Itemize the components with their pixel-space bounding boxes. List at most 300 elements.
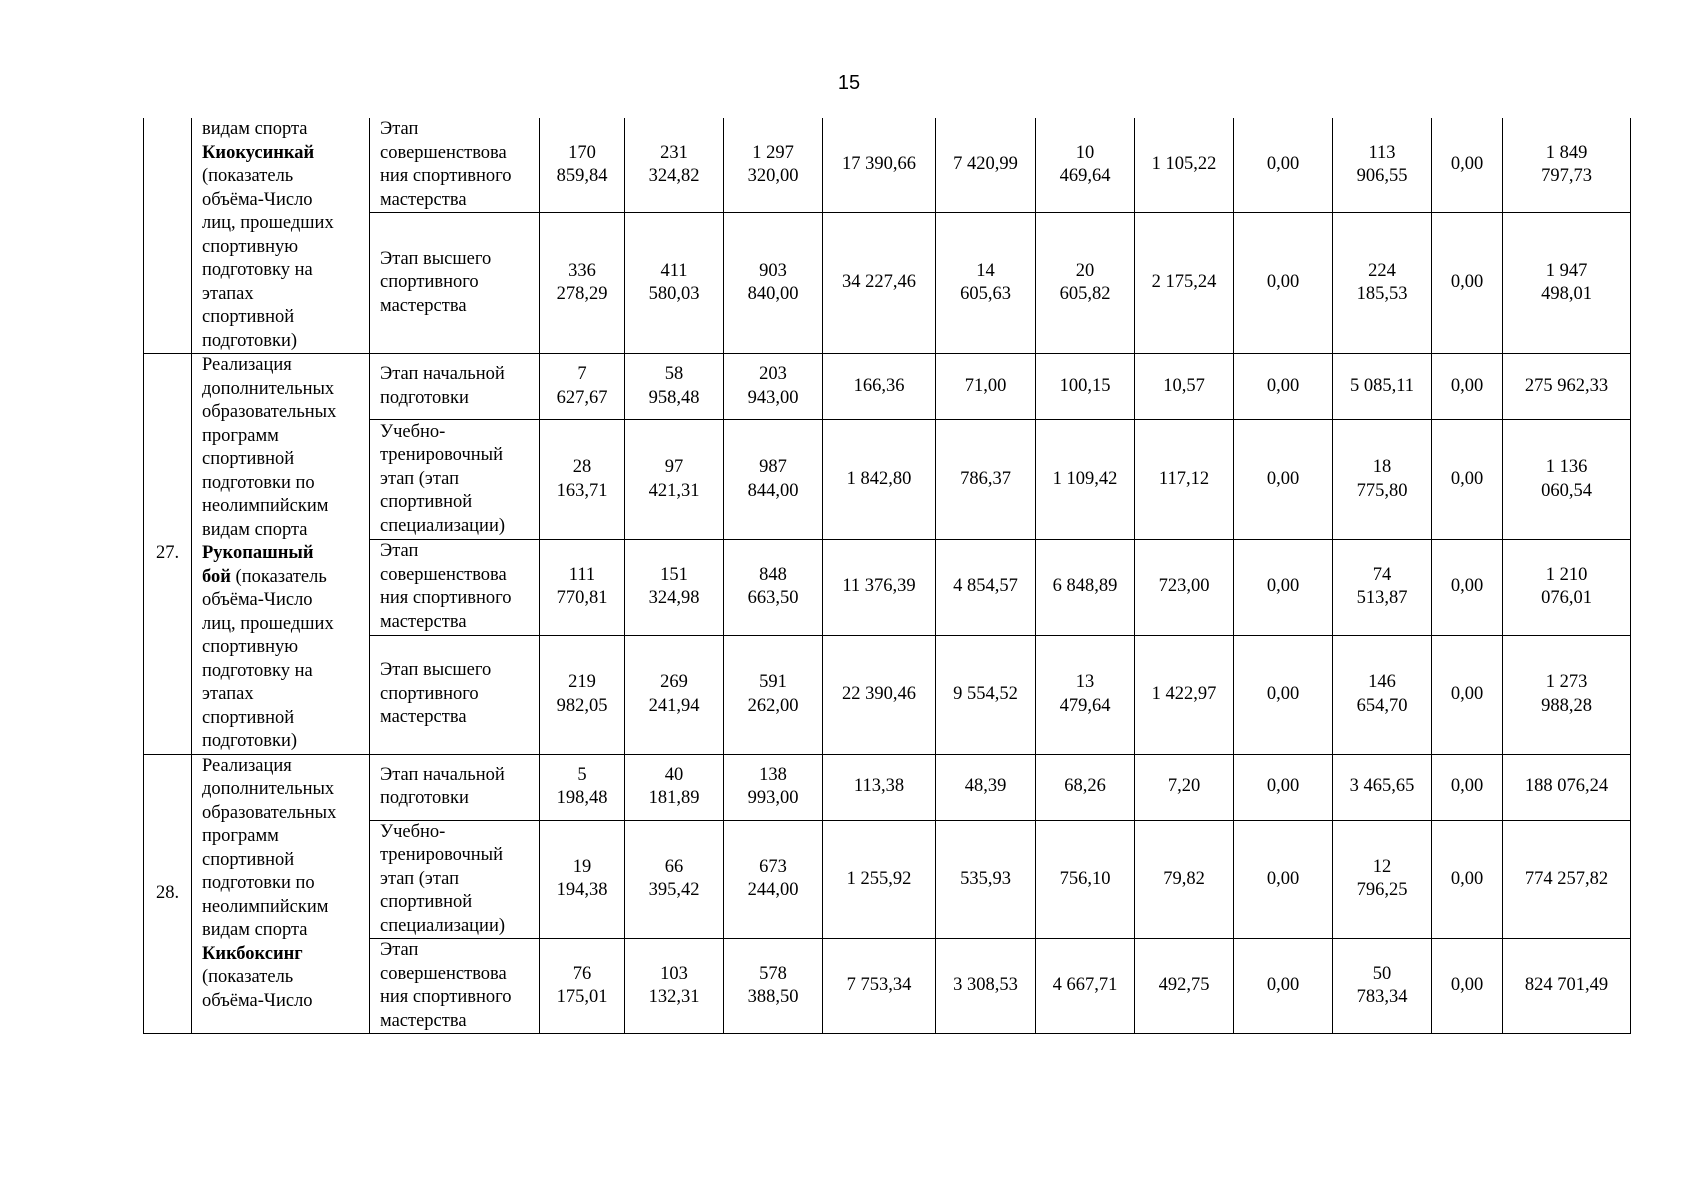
description-line: объёма-Число (202, 189, 313, 210)
value-cell (540, 939, 625, 1034)
value-cell (1432, 820, 1503, 939)
value-line: 100,15 (1059, 375, 1111, 396)
description-line: подготовку на (202, 260, 313, 280)
value-line: 1 842,80 (846, 468, 912, 489)
value-cell (823, 939, 936, 1034)
value-cell (1432, 420, 1503, 539)
description-line: бой (показатель (202, 566, 327, 587)
value-cell (724, 118, 823, 213)
value-line: 117,12 (1158, 468, 1210, 489)
value-line: 1 849 (1545, 142, 1588, 163)
value-line: 1 136 (1545, 457, 1588, 478)
stage-cell (370, 820, 540, 939)
description-line: подготовки по (202, 472, 315, 493)
stage-cell (370, 939, 540, 1034)
value-line: 840,00 (747, 284, 799, 305)
value-cell (936, 118, 1036, 213)
value-line: 770,81 (556, 588, 608, 609)
value-cell (1234, 635, 1333, 754)
value-line: 0,00 (1450, 868, 1484, 889)
stage-line: подготовки (380, 387, 469, 408)
value-cell (724, 635, 823, 754)
value-line: 958,48 (648, 387, 700, 408)
stage-line: мастерства (380, 1010, 467, 1031)
stage-cell (370, 354, 540, 420)
value-cell (936, 213, 1036, 354)
value-line: 336 (568, 260, 596, 281)
value-cell (540, 820, 625, 939)
description-line: неолимпийским (202, 896, 329, 917)
value-line: 181,89 (648, 788, 700, 808)
value-line: 0,00 (1266, 154, 1300, 175)
value-line: 906,55 (1356, 166, 1408, 187)
description-line: спортивную (202, 236, 299, 257)
value-cell (724, 939, 823, 1034)
value-cell (1135, 820, 1234, 939)
value-cell (724, 420, 823, 539)
stage-line: спортивной (380, 892, 473, 912)
value-cell (1333, 635, 1432, 754)
value-cell (823, 754, 936, 820)
value-cell (625, 213, 724, 354)
program-description-cell (192, 754, 370, 1034)
row-index-cell: 27. (144, 354, 192, 755)
description-line: (показатель (202, 166, 294, 186)
stage-line: тренировочный (380, 845, 503, 865)
value-cell (625, 354, 724, 420)
value-line: 0,00 (1266, 272, 1300, 293)
value-line: 0,00 (1450, 776, 1484, 797)
stage-cell (370, 539, 540, 635)
value-cell (724, 820, 823, 939)
stage-line: специализации) (380, 915, 506, 936)
value-line: 1 105,22 (1151, 154, 1217, 175)
program-description-cell (192, 354, 370, 755)
value-cell (1036, 420, 1135, 539)
description-line: видам спорта (202, 920, 308, 940)
description-line: объёма-Число (202, 990, 313, 1011)
description-line: подготовки) (202, 330, 298, 351)
value-cell (823, 820, 936, 939)
value-cell (823, 635, 936, 754)
value-line: 1 210 (1545, 564, 1588, 585)
value-line: 5 085,11 (1349, 375, 1415, 396)
value-line: 535,93 (960, 868, 1011, 889)
value-cell (540, 420, 625, 539)
value-cell (1135, 420, 1234, 539)
value-line: 11 376,39 (842, 576, 916, 597)
value-cell (1432, 354, 1503, 420)
value-cell (936, 420, 1036, 539)
value-line: 18 (1372, 457, 1392, 478)
stage-cell (370, 420, 540, 539)
value-cell (1036, 213, 1135, 354)
value-cell (724, 213, 823, 354)
value-cell (1234, 354, 1333, 420)
value-line: 278,29 (556, 284, 608, 305)
value-line: 5 (577, 764, 587, 785)
value-line: 605,63 (960, 284, 1011, 305)
value-line: 395,42 (648, 880, 700, 901)
value-line: 58 (664, 364, 684, 385)
value-line: 10,57 (1163, 375, 1205, 396)
stage-line: специализации) (380, 515, 506, 536)
value-line: 185,53 (1356, 284, 1408, 305)
value-line: 74 (1372, 564, 1392, 585)
table-row (144, 354, 1631, 420)
stage-line: спортивного (380, 683, 479, 704)
value-line: 411 (660, 260, 688, 281)
value-line: 723,00 (1158, 576, 1210, 597)
stage-line: этап (этап (380, 468, 460, 489)
value-line: 797,73 (1541, 166, 1592, 187)
value-cell (1333, 939, 1432, 1034)
value-cell (936, 939, 1036, 1034)
value-line: 7 753,34 (846, 975, 912, 996)
value-line: 231 (660, 142, 688, 163)
stage-cell (370, 213, 540, 354)
value-line: 498,01 (1541, 284, 1592, 305)
value-cell (540, 354, 625, 420)
value-cell (1333, 354, 1432, 420)
description-line: спортивной (202, 707, 295, 728)
value-line: 605,82 (1059, 284, 1111, 305)
value-line: 1 947 (1545, 260, 1588, 281)
value-line: 4 667,71 (1052, 975, 1118, 996)
value-line: 824 701,49 (1524, 975, 1609, 996)
value-cell (1503, 354, 1631, 420)
value-line: 479,64 (1059, 695, 1111, 716)
value-line: 3 465,65 (1349, 776, 1415, 797)
value-cell (1503, 420, 1631, 539)
stage-line: совершенствова (380, 142, 507, 163)
value-line: 68,26 (1064, 776, 1106, 797)
value-line: 844,00 (747, 480, 799, 501)
value-line: 9 554,52 (953, 683, 1018, 704)
value-line: 0,00 (1266, 468, 1300, 489)
value-cell (1503, 118, 1631, 213)
value-line: 0,00 (1450, 576, 1484, 597)
value-line: 673 (759, 856, 787, 877)
value-cell (1135, 354, 1234, 420)
description-line: спортивной (202, 849, 295, 870)
table-row (144, 118, 1631, 213)
value-line: 50 (1372, 963, 1392, 984)
value-cell (1234, 754, 1333, 820)
program-description-cell (192, 118, 370, 354)
value-cell (1333, 118, 1432, 213)
value-line: 0,00 (1266, 576, 1300, 597)
description-line: подготовку на (202, 660, 313, 681)
description-line: программ (202, 425, 279, 446)
value-cell (1036, 118, 1135, 213)
value-cell (1234, 939, 1333, 1034)
value-line: 71,00 (964, 375, 1007, 396)
value-cell (1135, 539, 1234, 635)
value-line: 40 (664, 764, 684, 785)
row-index-cell: 28. (144, 754, 192, 1034)
stage-line: Этап (380, 119, 419, 140)
value-line: 492,75 (1158, 975, 1210, 996)
value-line: 138 (759, 764, 787, 785)
table-row (144, 754, 1631, 820)
value-cell (823, 213, 936, 354)
description-line: дополнительных (202, 378, 335, 399)
value-line: 0,00 (1450, 375, 1484, 396)
value-line: 421,31 (648, 480, 700, 501)
description-line: программ (202, 826, 279, 846)
value-line: 166,36 (853, 375, 905, 396)
value-cell (1503, 754, 1631, 820)
value-line: 0,00 (1266, 868, 1300, 889)
value-line: 269 (660, 672, 688, 693)
value-cell (1234, 118, 1333, 213)
value-line: 262,00 (747, 695, 799, 716)
value-line: 388,50 (747, 987, 799, 1007)
value-cell (724, 754, 823, 820)
value-line: 28 (572, 457, 592, 478)
value-line: 170 (568, 142, 596, 163)
value-cell (724, 354, 823, 420)
value-line: 66 (664, 856, 684, 877)
value-cell (625, 118, 724, 213)
funding-table (143, 118, 1631, 1034)
value-line: 1 255,92 (846, 868, 912, 889)
stage-line: ния спортивного (380, 588, 512, 609)
description-line: объёма-Число (202, 590, 313, 610)
value-line: 786,37 (960, 468, 1011, 489)
sport-name: Рукопашный (202, 543, 314, 563)
value-cell (1333, 213, 1432, 354)
value-line: 654,70 (1356, 695, 1408, 716)
stage-line: спортивного (380, 272, 479, 293)
value-cell (724, 539, 823, 635)
description-line: этапах (202, 283, 254, 304)
value-line: 20 (1075, 260, 1095, 281)
value-line: 0,00 (1266, 375, 1300, 396)
value-cell (1234, 420, 1333, 539)
value-cell (936, 820, 1036, 939)
value-line: 663,50 (747, 588, 799, 609)
value-cell (936, 539, 1036, 635)
value-line: 591 (759, 672, 787, 693)
value-cell (1234, 820, 1333, 939)
value-line: 0,00 (1266, 975, 1300, 996)
value-line: 1 422,97 (1151, 683, 1217, 704)
value-line: 219 (568, 672, 596, 693)
stage-line: совершенствова (380, 963, 507, 984)
stage-line: Этап высшего (380, 660, 492, 681)
description-line: Реализация (202, 755, 292, 776)
value-line: 103 (660, 963, 688, 984)
value-line: 19 (572, 856, 592, 877)
value-cell (540, 635, 625, 754)
value-line: 13 (1075, 672, 1095, 693)
value-line: 48,39 (964, 776, 1007, 797)
value-line: 3 308,53 (953, 975, 1018, 996)
value-cell (1503, 635, 1631, 754)
value-line: 34 227,46 (842, 272, 916, 293)
stage-line: этап (этап (380, 868, 460, 889)
value-cell (1234, 213, 1333, 354)
value-line: 175,01 (556, 987, 608, 1007)
value-line: 10 (1075, 142, 1095, 163)
value-line: 188 076,24 (1524, 776, 1609, 797)
description-line: спортивной (202, 449, 295, 469)
value-line: 7 (577, 364, 587, 385)
stage-cell (370, 754, 540, 820)
value-cell (1432, 539, 1503, 635)
value-line: 756,10 (1059, 868, 1111, 889)
value-line: 132,31 (648, 987, 700, 1007)
sport-name: Кикбоксинг (202, 943, 303, 964)
value-line: 513,87 (1356, 588, 1408, 609)
value-line: 224 (1368, 260, 1396, 281)
value-line: 848 (759, 564, 787, 585)
value-line: 0,00 (1450, 154, 1484, 175)
value-line: 244,00 (747, 880, 799, 901)
value-cell (625, 635, 724, 754)
value-line: 796,25 (1356, 880, 1408, 901)
value-cell (540, 118, 625, 213)
value-cell (1333, 754, 1432, 820)
value-line: 163,71 (556, 480, 608, 501)
value-cell (540, 539, 625, 635)
value-line: 113,38 (853, 776, 905, 797)
value-line: 151 (660, 564, 688, 585)
value-cell (1333, 820, 1432, 939)
value-line: 783,34 (1356, 987, 1408, 1007)
stage-line: Этап высшего (380, 248, 492, 269)
value-cell (1036, 354, 1135, 420)
value-cell (1135, 635, 1234, 754)
value-line: 113 (1368, 142, 1396, 163)
value-line: 774 257,82 (1524, 868, 1609, 889)
description-line: видам спорта (202, 119, 308, 139)
value-cell (1036, 939, 1135, 1034)
value-line: 198,48 (556, 788, 608, 808)
value-line: 7 420,99 (953, 154, 1018, 175)
value-line: 903 (759, 260, 787, 281)
description-line: лиц, прошедших (202, 213, 334, 233)
value-cell (625, 820, 724, 939)
value-cell (1432, 118, 1503, 213)
value-line: 988,28 (1541, 695, 1592, 716)
value-line: 241,94 (648, 695, 700, 716)
value-line: 2 175,24 (1151, 272, 1217, 293)
value-cell (1503, 820, 1631, 939)
value-line: 6 848,89 (1052, 576, 1118, 597)
value-cell (936, 354, 1036, 420)
stage-line: Учебно- (380, 421, 446, 442)
value-cell (1432, 754, 1503, 820)
stage-line: Этап (380, 541, 419, 562)
value-line: 1 297 (752, 142, 794, 163)
stage-line: Этап начальной (380, 764, 505, 785)
value-line: 982,05 (556, 695, 608, 716)
value-cell (540, 754, 625, 820)
value-cell (1234, 539, 1333, 635)
description-line: (показатель (202, 967, 294, 987)
stage-line: совершенствова (380, 564, 507, 585)
row-index-cell (144, 118, 192, 354)
stage-line: Учебно- (380, 821, 446, 842)
description-line: видам спорта (202, 519, 308, 540)
stage-cell (370, 118, 540, 213)
value-line: 578 (759, 963, 787, 984)
value-line: 0,00 (1266, 683, 1300, 704)
value-cell (625, 754, 724, 820)
page-number: 15 (837, 72, 861, 94)
value-cell (1135, 213, 1234, 354)
stage-line: мастерства (380, 707, 467, 728)
stage-line: Этап начальной (380, 364, 505, 385)
value-cell (1333, 539, 1432, 635)
value-line: 320,00 (747, 166, 799, 187)
stage-line: спортивной (380, 492, 473, 513)
description-line: спортивную (202, 637, 299, 657)
value-cell (1503, 213, 1631, 354)
value-line: 943,00 (747, 387, 799, 408)
value-cell (1432, 213, 1503, 354)
value-line: 4 854,57 (953, 576, 1018, 597)
description-line: подготовки) (202, 731, 298, 751)
value-cell (1036, 635, 1135, 754)
stage-cell (370, 635, 540, 754)
value-line: 194,38 (556, 880, 608, 901)
value-cell (1432, 635, 1503, 754)
value-cell (625, 939, 724, 1034)
description-line: образовательных (202, 402, 337, 422)
value-line: 060,54 (1541, 480, 1592, 501)
stage-line: Этап (380, 940, 419, 960)
value-line: 0,00 (1450, 975, 1484, 996)
value-line: 859,84 (556, 166, 608, 187)
value-line: 580,03 (648, 284, 700, 305)
value-line: 1 109,42 (1052, 468, 1118, 489)
stage-line: мастерства (380, 611, 467, 632)
description-line: лиц, прошедших (202, 613, 334, 634)
value-line: 76 (572, 963, 592, 984)
value-cell (823, 539, 936, 635)
value-line: 469,64 (1059, 166, 1111, 187)
value-line: 7,20 (1167, 776, 1201, 797)
value-line: 775,80 (1356, 480, 1408, 501)
value-line: 0,00 (1450, 683, 1484, 704)
value-cell (936, 754, 1036, 820)
description-line: образовательных (202, 802, 337, 823)
value-cell (1036, 539, 1135, 635)
value-cell (1135, 754, 1234, 820)
value-line: 0,00 (1450, 272, 1484, 293)
description-line: неолимпийским (202, 496, 329, 516)
description-line: дополнительных (202, 779, 335, 799)
value-line: 987 (759, 457, 787, 478)
value-line: 97 (664, 457, 684, 478)
value-line: 076,01 (1541, 588, 1592, 609)
value-cell (1036, 820, 1135, 939)
sport-name: Киокусинкай (202, 142, 315, 163)
value-line: 146 (1368, 672, 1396, 693)
stage-line: ния спортивного (380, 166, 512, 187)
value-line: 275 962,33 (1524, 375, 1609, 396)
value-line: 0,00 (1266, 776, 1300, 797)
value-line: 1 273 (1545, 672, 1588, 693)
value-cell (1135, 118, 1234, 213)
value-cell (625, 539, 724, 635)
value-cell (1503, 939, 1631, 1034)
value-line: 203 (759, 364, 787, 385)
